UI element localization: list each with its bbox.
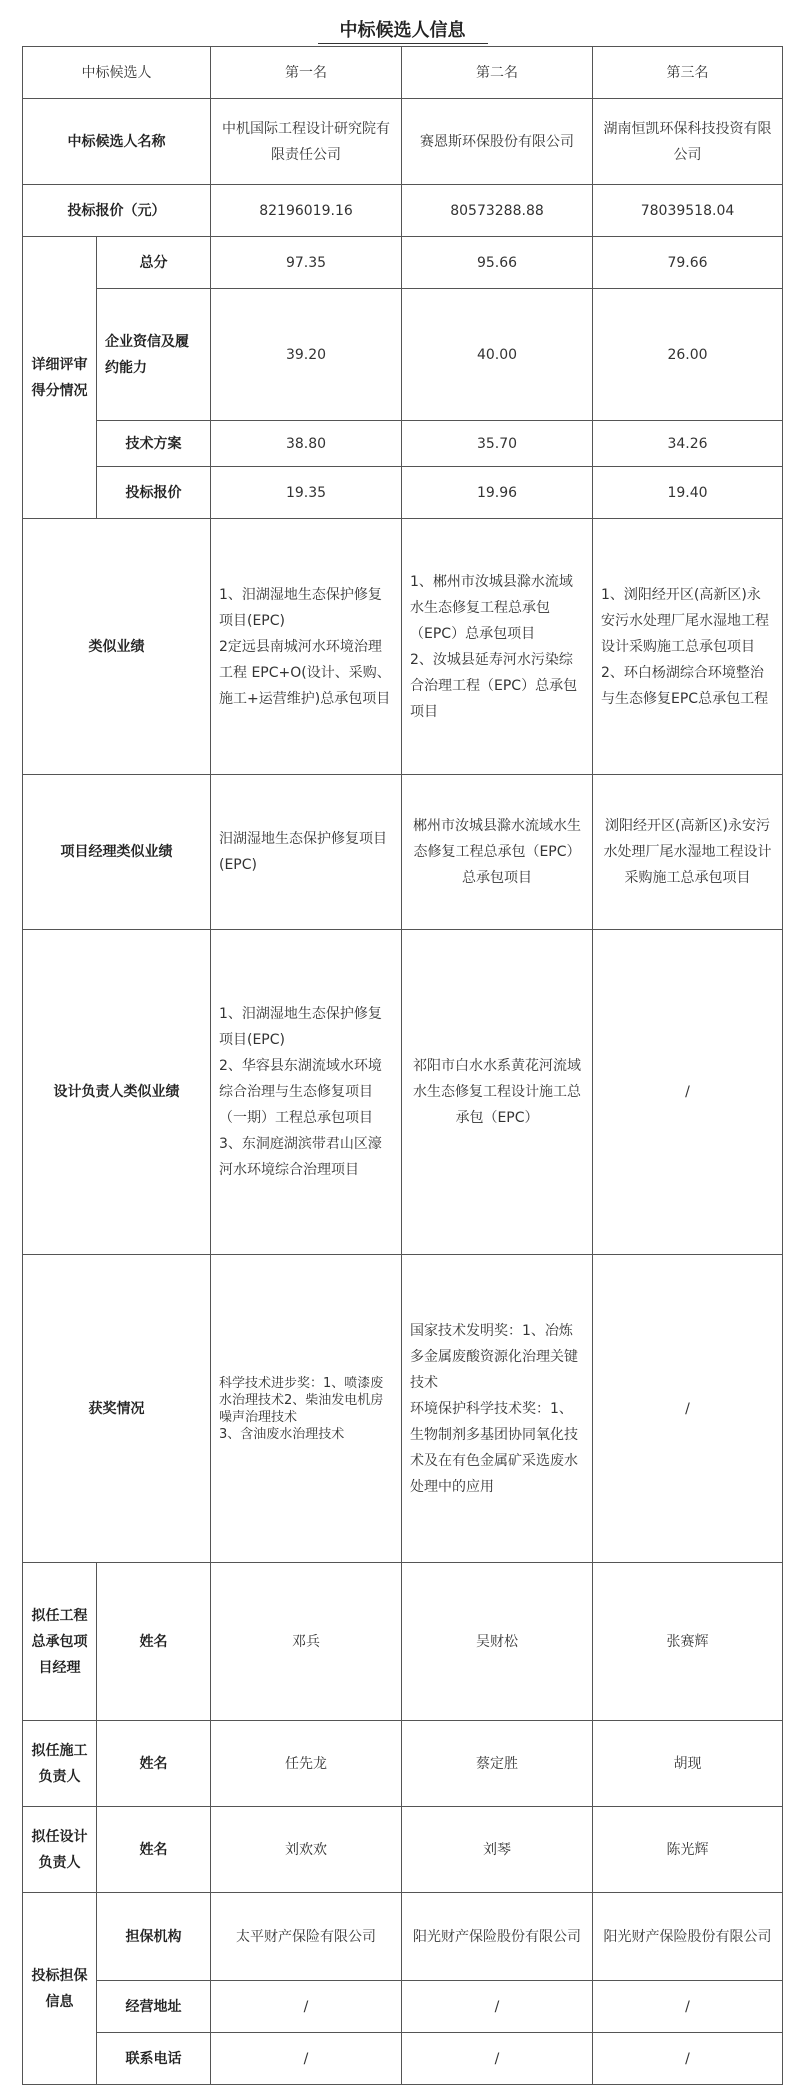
score-total-2: 95.66	[402, 237, 593, 289]
header-rank2: 第二名	[402, 47, 593, 99]
header-rank3: 第三名	[593, 47, 783, 99]
name-value-3: 湖南恒凯环保科技投资有限公司	[593, 99, 783, 185]
score-tech-3: 34.26	[593, 421, 783, 467]
header-row	[23, 47, 783, 99]
guarantee-org-3: 阳光财产保险股份有限公司	[593, 1893, 783, 1981]
design-similar-2: 祁阳市白水水系黄花河流域水生态修复工程设计施工总承包（EPC）	[402, 930, 593, 1255]
score-row-tech	[23, 421, 783, 467]
guarantee-row-address	[23, 1981, 783, 2033]
personnel-design-2: 刘琴	[402, 1807, 593, 1893]
similar-col2-item: 1、郴州市汝城县滁水流域水生态修复工程总承包（EPC）总承包项目	[410, 573, 573, 642]
design-similar-item: 1、汨湖湿地生态保护修复项目(EPC)	[219, 1006, 382, 1048]
design-similar-label: 设计负责人类似业绩	[23, 930, 211, 1255]
pm-similar-1: 汨湖湿地生态保护修复项目(EPC)	[211, 775, 402, 930]
design-similar-col1	[211, 930, 402, 1255]
personnel-label-pm: 姓名	[97, 1563, 211, 1721]
personnel-group-design: 拟任设计负责人	[23, 1807, 97, 1893]
similar-col1	[211, 519, 402, 775]
guarantee-phone-3: /	[593, 2033, 783, 2085]
name-row	[23, 99, 783, 185]
design-similar-row	[23, 930, 783, 1255]
score-row-credit	[23, 289, 783, 421]
score-label-credit: 企业资信及履约能力	[97, 289, 211, 421]
guarantee-row-org	[23, 1893, 783, 1981]
guarantee-org-1: 太平财产保险有限公司	[211, 1893, 402, 1981]
name-label: 中标候选人名称	[23, 99, 211, 185]
awards-col1-item: 科学技术进步奖：1、喷漆废水治理技术2、柴油发电机房噪声治理技术	[219, 1375, 384, 1425]
awards-col2	[402, 1255, 593, 1563]
price-value-2: 80573288.88	[402, 185, 593, 237]
design-similar-item: 2、华容县东湖流域水环境综合治理与生态修复项目（一期）工程总承包项目	[219, 1058, 382, 1126]
guarantee-address-3: /	[593, 1981, 783, 2033]
score-credit-1: 39.20	[211, 289, 402, 421]
guarantee-address-1: /	[211, 1981, 402, 2033]
guarantee-org-2: 阳光财产保险股份有限公司	[402, 1893, 593, 1981]
score-total-1: 97.35	[211, 237, 402, 289]
price-label: 投标报价（元）	[23, 185, 211, 237]
score-label-total: 总分	[97, 237, 211, 289]
similar-col1-item: 1、汨湖湿地生态保护修复项目(EPC)	[219, 586, 382, 629]
personnel-construction-1: 任先龙	[211, 1721, 402, 1807]
personnel-pm-3: 张赛辉	[593, 1563, 783, 1721]
price-value-3: 78039518.04	[593, 185, 783, 237]
design-similar-item: 3、东洞庭湖滨带君山区濠河水环境综合治理项目	[219, 1136, 382, 1178]
guarantee-label-phone: 联系电话	[97, 2033, 211, 2085]
score-total-3: 79.66	[593, 237, 783, 289]
awards-col2-item: 环境保护科学技术奖：1、生物制剂多基团协同氧化技术及在有色金属矿采选废水处理中的应用	[410, 1400, 578, 1495]
personnel-design-3: 陈光辉	[593, 1807, 783, 1893]
similar-label: 类似业绩	[23, 519, 211, 775]
personnel-pm-2: 吴财松	[402, 1563, 593, 1721]
personnel-label-construction: 姓名	[97, 1721, 211, 1807]
personnel-group-pm: 拟任工程总承包项目经理	[23, 1563, 97, 1721]
name-value-2: 赛恩斯环保股份有限公司	[402, 99, 593, 185]
personnel-label-design: 姓名	[97, 1807, 211, 1893]
pm-similar-row	[23, 775, 783, 930]
personnel-construction-3: 胡现	[593, 1721, 783, 1807]
personnel-group-construction: 拟任施工负责人	[23, 1721, 97, 1807]
guarantee-label-address: 经营地址	[97, 1981, 211, 2033]
score-price-3: 19.40	[593, 467, 783, 519]
name-value-1: 中机国际工程设计研究院有限责任公司	[211, 99, 402, 185]
personnel-row-design	[23, 1807, 783, 1893]
guarantee-phone-2: /	[402, 2033, 593, 2085]
similar-col2	[402, 519, 593, 775]
personnel-design-1: 刘欢欢	[211, 1807, 402, 1893]
similar-row	[23, 519, 783, 775]
score-row-price	[23, 467, 783, 519]
page-title: 中标候选人信息	[318, 20, 488, 44]
guarantee-phone-1: /	[211, 2033, 402, 2085]
personnel-pm-1: 邓兵	[211, 1563, 402, 1721]
pm-similar-2: 郴州市汝城县滁水流域水生态修复工程总承包（EPC）总承包项目	[402, 775, 593, 930]
similar-col3-item: 1、浏阳经开区(高新区)永安污水处理厂尾水湿地工程设计采购施工总承包项目	[601, 586, 769, 655]
similar-col3-item: 2、环白杨湖综合环境整治与生态修复EPC总承包工程	[601, 664, 769, 707]
similar-col2-item: 2、汝城县延寿河水污染综合治理工程（EPC）总承包项目	[410, 651, 578, 720]
candidate-table	[22, 46, 783, 2085]
awards-row	[23, 1255, 783, 1563]
pm-similar-label: 项目经理类似业绩	[23, 775, 211, 930]
pm-similar-3: 浏阳经开区(高新区)永安污水处理厂尾水湿地工程设计采购施工总承包项目	[593, 775, 783, 930]
score-tech-2: 35.70	[402, 421, 593, 467]
score-credit-3: 26.00	[593, 289, 783, 421]
awards-label: 获奖情况	[23, 1255, 211, 1563]
guarantee-row-phone	[23, 2033, 783, 2085]
header-rank1: 第一名	[211, 47, 402, 99]
guarantee-label-org: 担保机构	[97, 1893, 211, 1981]
awards-col3: /	[593, 1255, 783, 1563]
title-wrap	[0, 0, 805, 46]
score-label-price: 投标报价	[97, 467, 211, 519]
awards-col2-item: 国家技术发明奖：1、冶炼多金属废酸资源化治理关键技术	[410, 1322, 578, 1391]
guarantee-group-label: 投标担保信息	[23, 1893, 97, 2085]
score-price-1: 19.35	[211, 467, 402, 519]
score-price-2: 19.96	[402, 467, 593, 519]
score-label-tech: 技术方案	[97, 421, 211, 467]
similar-col3	[593, 519, 783, 775]
guarantee-address-2: /	[402, 1981, 593, 2033]
personnel-row-pm	[23, 1563, 783, 1721]
score-credit-2: 40.00	[402, 289, 593, 421]
price-value-1: 82196019.16	[211, 185, 402, 237]
price-row	[23, 185, 783, 237]
score-row-total	[23, 237, 783, 289]
personnel-row-construction	[23, 1721, 783, 1807]
awards-col1-item: 3、含油废水治理技术	[219, 1426, 345, 1442]
score-tech-1: 38.80	[211, 421, 402, 467]
header-col0: 中标候选人	[23, 47, 211, 99]
awards-col1	[211, 1255, 402, 1563]
score-group-label: 详细评审得分情况	[23, 237, 97, 519]
similar-col1-item: 2定远县南城河水环境治理工程 EPC+O(设计、采购、施工+运营维护)总承包项目	[219, 638, 391, 707]
personnel-construction-2: 蔡定胜	[402, 1721, 593, 1807]
design-similar-3: /	[593, 930, 783, 1255]
